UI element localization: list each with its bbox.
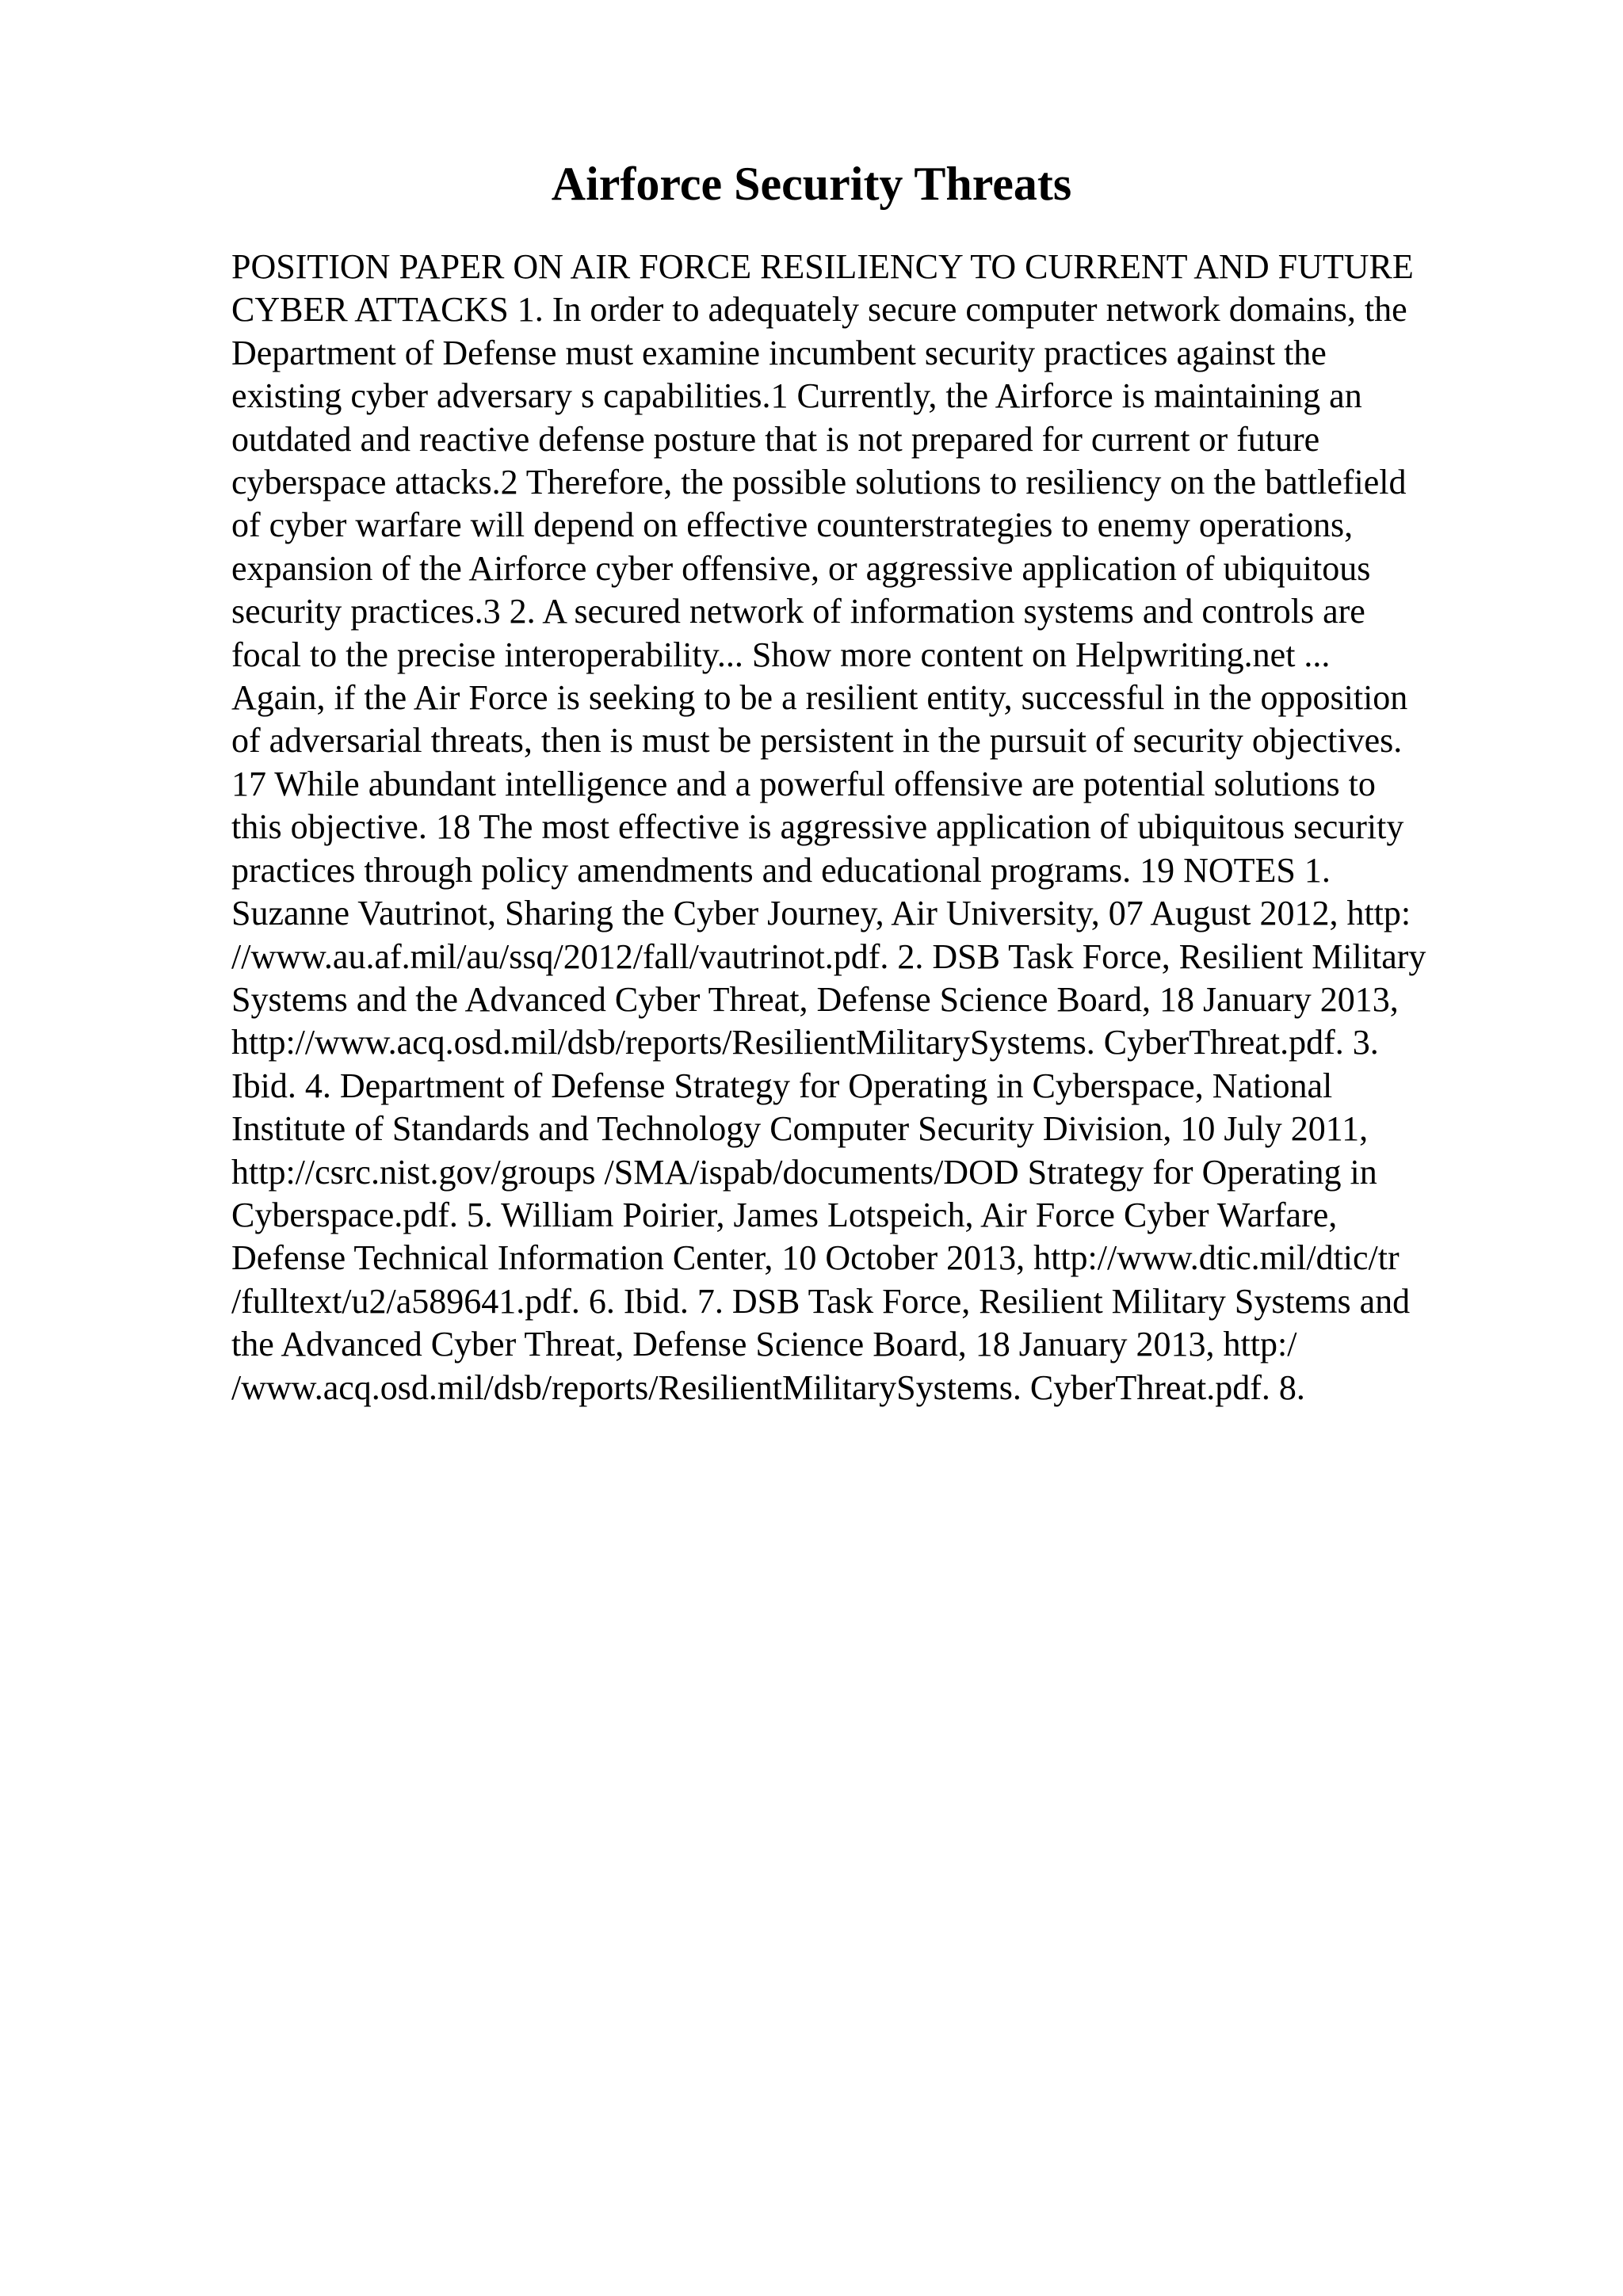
body-line: security practices.3 2. A secured network of information systems and controls are bbox=[231, 592, 1365, 631]
body-line: //www.au.af.mil/au/ssq/2012/fall/vautrinot.pdf. 2. DSB Task Force, Resilient Military bbox=[231, 936, 1426, 976]
body-line: Systems and the Advanced Cyber Threat, Defense Science Board, 18 January 2013, bbox=[231, 979, 1399, 1019]
body-line: existing cyber adversary s capabilities.1 Currently, the Airforce is maintaining an bbox=[231, 376, 1362, 416]
body-line: http://www.acq.osd.mil/dsb/reports/ResilientMilitarySystems. CyberThreat.pdf. 3. bbox=[231, 1023, 1379, 1062]
body-line: of adversarial threats, then is must be persistent in the pursuit of security objectives. bbox=[231, 721, 1403, 761]
body-line: practices through policy amendments and educational programs. 19 NOTES 1. bbox=[231, 850, 1331, 890]
body-line: /fulltext/u2/a589641.pdf. 6. Ibid. 7. DSB Task Force, Resilient Military Systems and bbox=[231, 1281, 1411, 1321]
body-line: expansion of the Airforce cyber offensive, or aggressive application of ubiquitous bbox=[231, 548, 1371, 588]
body-line: http://csrc.nist.gov/groups /SMA/ispab/documents/DOD Strategy for Operating in bbox=[231, 1152, 1377, 1192]
body-line: Cyberspace.pdf. 5. William Poirier, James Lotspeich, Air Force Cyber Warfare, bbox=[231, 1195, 1338, 1234]
body-line: this objective. 18 The most effective is aggressive application of ubiquitous security bbox=[231, 807, 1404, 847]
body-line: /www.acq.osd.mil/dsb/reports/ResilientMilitarySystems. CyberThreat.pdf. 8. bbox=[231, 1367, 1305, 1407]
body-line: Again, if the Air Force is seeking to be a resilient entity, successful in the opposition bbox=[231, 678, 1408, 718]
body-line: the Advanced Cyber Threat, Defense Science Board, 18 January 2013, http:/ bbox=[231, 1325, 1297, 1364]
body-line: Ibid. 4. Department of Defense Strategy for Operating in Cyberspace, National bbox=[231, 1066, 1333, 1105]
body-line: focal to the precise interoperability... Show more content on Helpwriting.net ... bbox=[231, 635, 1331, 674]
body-line: Suzanne Vautrinot, Sharing the Cyber Journey, Air University, 07 August 2012, http: bbox=[231, 894, 1411, 933]
body-line: Department of Defense must examine incumbent security practices against the bbox=[231, 333, 1327, 372]
body-line: POSITION PAPER ON AIR FORCE RESILIENCY TO CURRENT AND FUTURE bbox=[231, 247, 1414, 286]
body-line: cyberspace attacks.2 Therefore, the possible solutions to resiliency on the battlefield bbox=[231, 463, 1407, 502]
body-line: Institute of Standards and Technology Computer Security Division, 10 July 2011, bbox=[231, 1109, 1369, 1149]
body-line: outdated and reactive defense posture that is not prepared for current or future bbox=[231, 419, 1320, 459]
document-title: Airforce Security Threats bbox=[551, 158, 1072, 210]
body-line: 17 While abundant intelligence and a powerful offensive are potential solutions to bbox=[231, 764, 1376, 803]
document-body bbox=[231, 246, 1426, 1409]
body-line: of cyber warfare will depend on effective counterstrategies to enemy operations, bbox=[231, 505, 1354, 545]
body-line: CYBER ATTACKS 1. In order to adequately secure computer network domains, the bbox=[231, 290, 1407, 330]
body-line: Defense Technical Information Center, 10 October 2013, http://www.dtic.mil/dtic/tr bbox=[231, 1238, 1400, 1278]
